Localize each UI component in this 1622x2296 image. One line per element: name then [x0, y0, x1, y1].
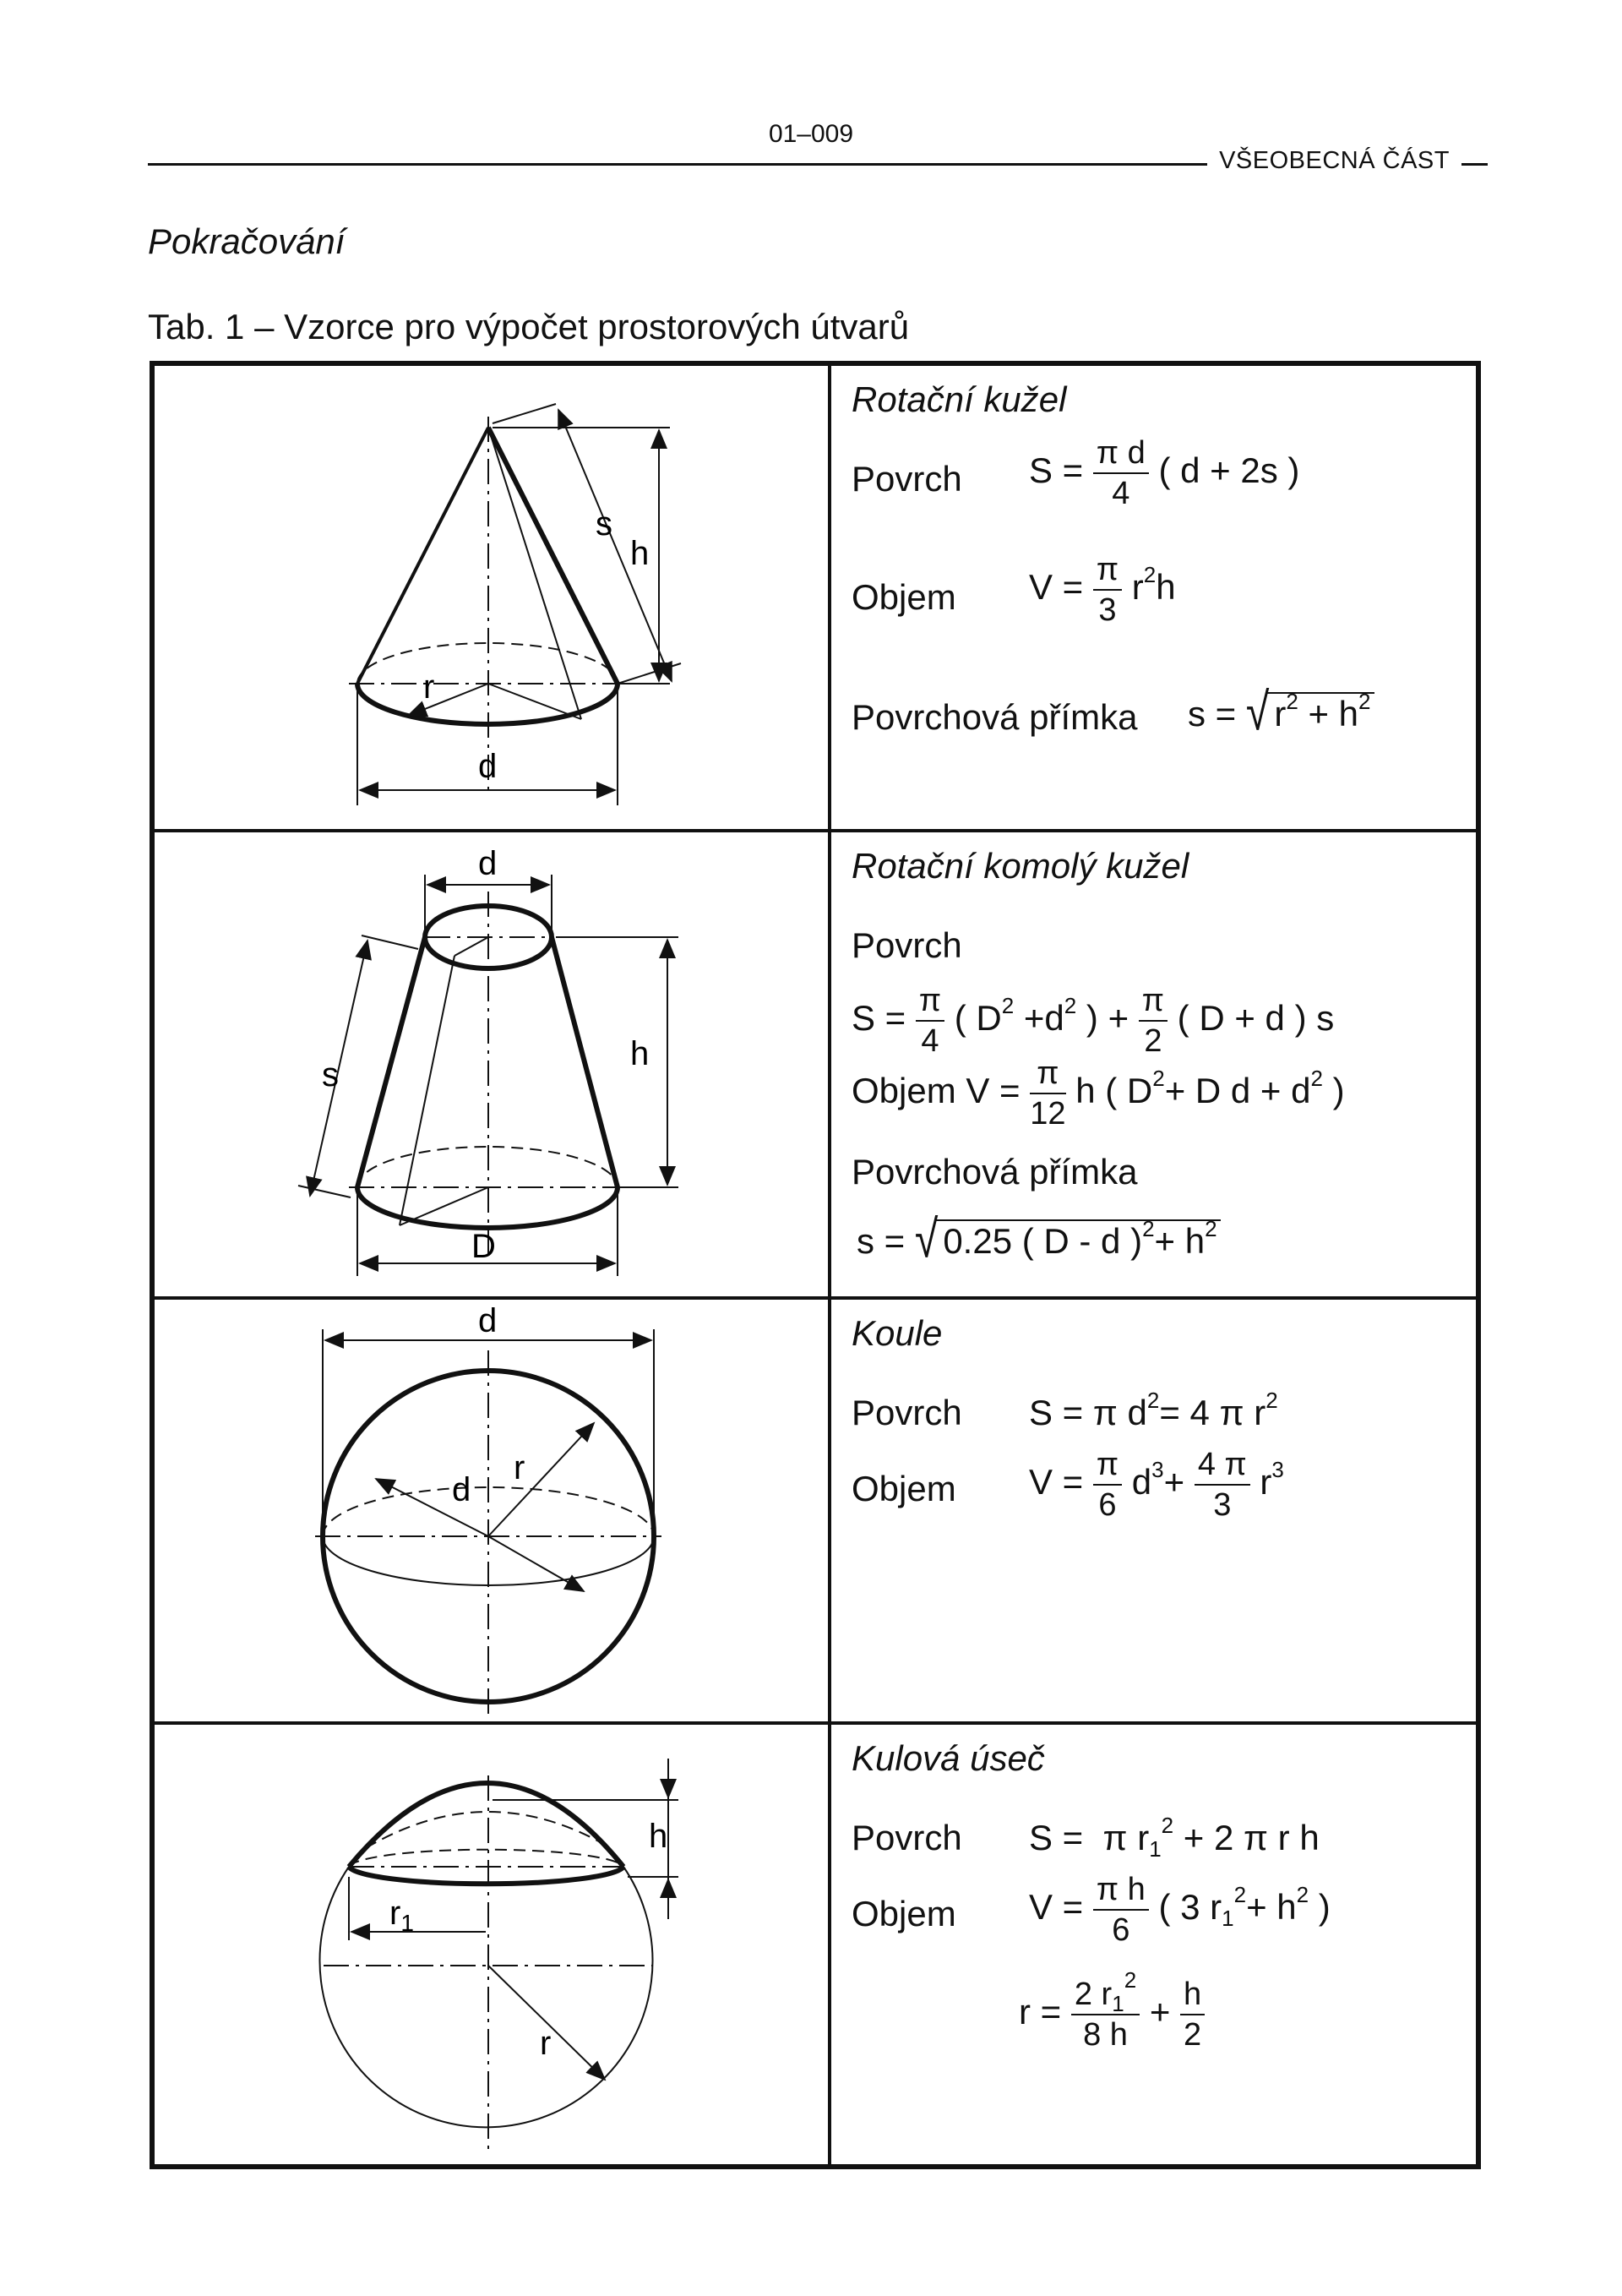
- frustum-slant-dimension: [310, 941, 367, 1196]
- cap-base-front: [349, 1867, 623, 1884]
- slant-label: Povrchová přímka: [852, 697, 1138, 737]
- frustum-drawing: [155, 832, 828, 1296]
- volume-label: Objem: [852, 1071, 956, 1111]
- surface-formula: S = $\frac{\text{π d}}{4}$ ( d + 2s ): [1029, 435, 1300, 511]
- cone-formula-cell: [833, 366, 1476, 829]
- frustum-right-edge: [552, 937, 618, 1187]
- label-s: s: [322, 1056, 339, 1093]
- frustum-formula-cell: [833, 832, 1476, 1296]
- row-title: Koule: [852, 1313, 943, 1353]
- page-code: 01–009: [768, 120, 854, 148]
- sphere-radius-arrow: [488, 1423, 594, 1536]
- surface-label: Povrch: [852, 925, 962, 965]
- label-d: d: [478, 845, 498, 882]
- label-d-inner: d: [452, 1471, 471, 1508]
- row-title: Kulová úseč: [852, 1738, 1045, 1778]
- label-r1: $r_1$: [389, 1895, 414, 1936]
- radius-arrow: [408, 684, 488, 716]
- surface-label: Povrch: [852, 1818, 962, 1857]
- label-d: d: [478, 1302, 498, 1339]
- slant-formula: s = √ $r^2 + h^2$: [1188, 687, 1374, 736]
- row-title: Rotační kužel: [852, 379, 1067, 419]
- sphere-drawing: [155, 1300, 828, 1721]
- label-D: D: [471, 1228, 496, 1265]
- label-h: h: [649, 1818, 668, 1855]
- surface-label: Povrch: [852, 459, 962, 499]
- surface-formula: S = $\frac{\pi}{4}$ ( $D^2 +d^2$ ) + $\frac{\pi}{2}$ ( D + d ) s: [852, 983, 1335, 1059]
- formula-table: [150, 361, 1481, 2169]
- label-r: r: [423, 668, 435, 706]
- cone-drawing: [155, 366, 828, 829]
- label-d: d: [478, 748, 498, 785]
- slant-formula: s = √ 0.25 ( D - d )$^2+ h^2$: [857, 1214, 1221, 1263]
- sphere-formula-cell: [833, 1300, 1476, 1721]
- label-r: r: [540, 2025, 552, 2062]
- surface-formula: S = π $r_1^2 + 2$ π r h: [1029, 1813, 1320, 1862]
- slant-dimension: [558, 410, 672, 681]
- label-h: h: [630, 535, 650, 572]
- table-title: Tab. 1 – Vzorce pro výpočet prostorových útvarů: [148, 307, 910, 346]
- sphere-remainder: [320, 1867, 653, 2127]
- cap-radius-arrow: [488, 1966, 605, 2080]
- slant-label: Povrchová přímka: [852, 1152, 1138, 1192]
- radius-formula: r = $\frac{2 r_1^2}{8 h}$ + $\frac{h}{2}$: [1019, 1978, 1205, 2051]
- volume-formula: V = $\frac{\text{π h}}{6}$ ( 3 $r_1^2+ h^2$ ): [1029, 1872, 1331, 1948]
- subtitle: Pokračování: [148, 221, 346, 261]
- cone-left-edge: [357, 428, 488, 684]
- surface-formula: S = π $d^2= 4$ π $r^2$: [1029, 1388, 1278, 1432]
- cap-drawing: [155, 1725, 828, 2164]
- cap-formula-cell: [833, 1725, 1476, 2164]
- volume-label: Objem: [852, 1469, 956, 1508]
- label-r: r: [514, 1449, 525, 1486]
- column-divider: [828, 366, 831, 2164]
- label-s: s: [596, 505, 612, 543]
- section-label: VŠEOBECNÁ ČÁST: [1207, 147, 1461, 175]
- label-h: h: [630, 1035, 650, 1072]
- surface-label: Povrch: [852, 1393, 962, 1432]
- volume-label: Objem: [852, 577, 956, 617]
- row-title: Rotační komolý kužel: [852, 846, 1189, 886]
- volume-formula: V = $\frac{\pi}{3}$ $r^2h$: [1029, 552, 1176, 628]
- volume-formula: V = $\frac{\pi}{6}$ $d^3+$ $\frac{4 \pi}{3}$ $r^3$: [1029, 1447, 1284, 1523]
- volume-label: Objem: [852, 1894, 956, 1933]
- volume-formula: Objem V = $\frac{\pi}{12}$ h ( $D^2+ D$ $d + d^2$ ): [852, 1055, 1345, 1132]
